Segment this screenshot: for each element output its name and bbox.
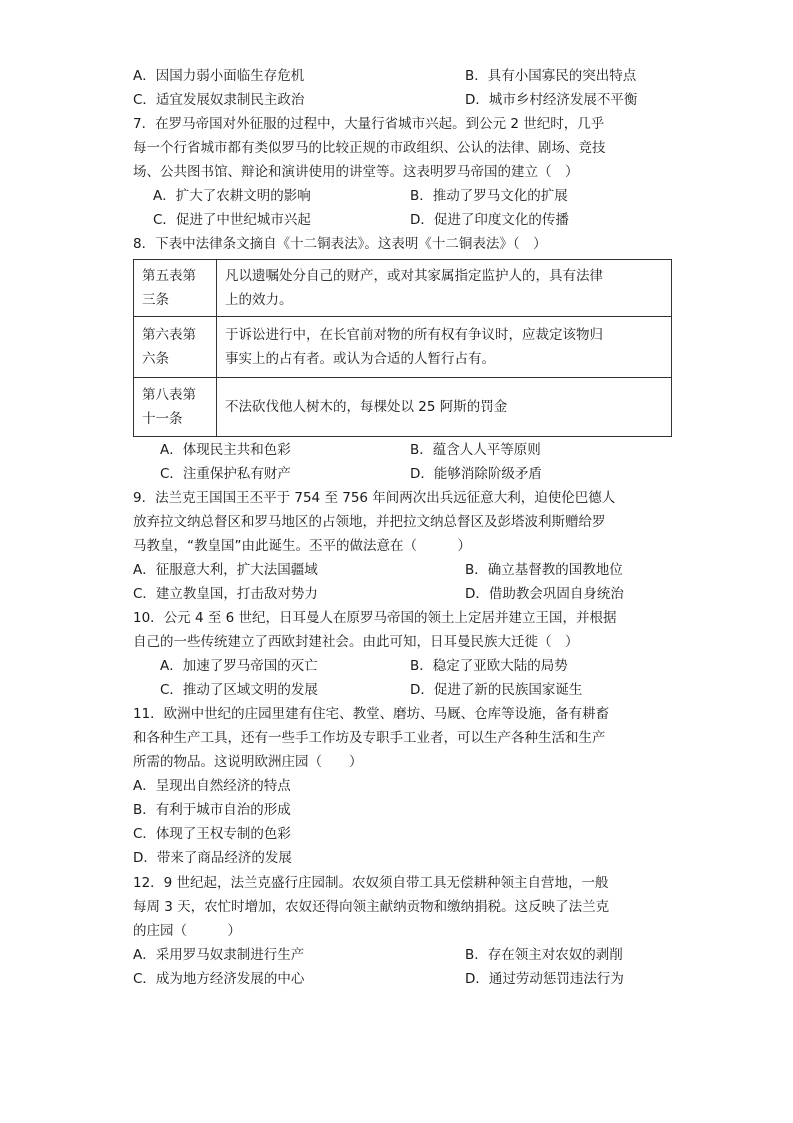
q6-option-d: D．城市乡村经济发展不平衡: [465, 92, 638, 108]
q9-stem-line-2: 放弃拉文纳总督区和罗马地区的占领地，并把拉文纳总督区及彭塔波利斯赠给罗: [133, 514, 606, 530]
q11-stem-line-3: 所需的物品。这说明欧洲庄园（ ）: [133, 754, 363, 770]
q10-option-d: D．促进了新的民族国家诞生: [410, 682, 583, 698]
q12-option-d: D．通过劳动惩罚违法行为: [465, 971, 624, 987]
q11-option-a: A．呈现出自然经济的特点: [133, 778, 291, 794]
law-table: [133, 259, 672, 437]
q7-stem-line-1: 7．在罗马帝国对外征服的过程中，大量行省城市兴起。到公元 2 世纪时，几乎: [133, 116, 605, 132]
q10-stem-line-2: 自己的一些传统建立了西欧封建社会。由此可知，日耳曼民族大迁徙（ ）: [133, 634, 579, 650]
q11-stem-line-2: 和各种生产工具，还有一些手工作坊及专职手工业者，可以生产各种生活和生产: [133, 730, 606, 746]
table-row: [134, 260, 672, 317]
q9-stem-line-1: 9．法兰克王国国王丕平于 754 至 756 年间两次出兵远征意大利，迫使伦巴德人: [133, 490, 616, 506]
q8-option-b: B．蕴含人人平等原则: [410, 442, 541, 458]
q8-option-a: A．体现民主共和色彩: [160, 442, 291, 458]
q10-option-b: B．稳定了亚欧大陆的局势: [410, 658, 568, 674]
q8-option-d: D．能够消除阶级矛盾: [410, 466, 542, 482]
q11-option-c: C．体现了王权专制的色彩: [133, 826, 291, 842]
q9-option-d: D．借助教会巩固自身统治: [465, 586, 624, 602]
q12-option-c: C．成为地方经济发展的中心: [133, 971, 305, 987]
table-row-key: 第五表第 三条: [134, 260, 217, 317]
q12-option-b: B．存在领主对农奴的剥削: [465, 947, 623, 963]
q7-option-d: D．促进了印度文化的传播: [410, 212, 569, 228]
table-row-value: 于诉讼进行中，在长官前对物的所有权有争议时，应裁定该物归 事实上的占有者。或认为合适的人暂行占有。: [217, 317, 672, 378]
q10-option-c: C．推动了区域文明的发展: [160, 682, 318, 698]
q7-stem-line-2: 每一个行省城市都有类似罗马的比较正规的市政组织、公认的法律、剧场、竞技: [133, 140, 606, 156]
q8-stem: 8．下表中法律条文摘自《十二铜表法》。这表明《十二铜表法》（ ）: [133, 236, 547, 252]
q7-option-c: C．促进了中世纪城市兴起: [153, 212, 311, 228]
q10-stem-line-1: 10．公元 4 至 6 世纪，日耳曼人在原罗马帝国的领土上定居并建立王国，并根据: [133, 610, 617, 626]
table-row-value: 凡以遗嘱处分自己的财产，或对其家属指定监护人的，具有法律 上的效力。: [217, 260, 672, 317]
q7-option-b: B．推动了罗马文化的扩展: [410, 188, 568, 204]
q12-stem-line-3: 的庄园（ ）: [133, 923, 241, 939]
q9-option-a: A．征服意大利，扩大法国疆域: [133, 562, 318, 578]
q6-option-b: B．具有小国寡民的突出特点: [465, 68, 637, 84]
table-row-key: 第六表第 六条: [134, 317, 217, 378]
q9-option-b: B．确立基督教的国教地位: [465, 562, 623, 578]
q8-option-c: C．注重保护私有财产: [160, 466, 291, 482]
q10-option-a: A．加速了罗马帝国的灭亡: [160, 658, 318, 674]
q12-option-a: A．采用罗马奴隶制进行生产: [133, 947, 305, 963]
table-row-key: 第八表第 十一条: [134, 378, 217, 437]
q6-option-a: A．因国力弱小面临生存危机: [133, 68, 305, 84]
q9-stem-line-3: 马教皇，“教皇国”由此诞生。丕平的做法意在（ ）: [133, 538, 471, 554]
q11-option-d: D．带来了商品经济的发展: [133, 850, 292, 866]
q6-option-c: C．适宜发展奴隶制民主政治: [133, 92, 305, 108]
q11-stem-line-1: 11．欧洲中世纪的庄园里建有住宅、教堂、磨坊、马厩、仓库等设施，备有耕畜: [133, 706, 610, 722]
q7-option-a: A．扩大了农耕文明的影响: [153, 188, 311, 204]
q7-stem-line-3: 场、公共图书馆、辩论和演讲使用的讲堂等。这表明罗马帝国的建立（ ）: [133, 164, 579, 180]
table-row: [134, 317, 672, 378]
q12-stem-line-1: 12．9 世纪起，法兰克盛行庄园制。农奴须自带工具无偿耕种领主自营地，一般: [133, 875, 609, 891]
table-row: [134, 378, 672, 437]
table-row-value: 不法砍伐他人树木的，每棵处以 25 阿斯的罚金: [217, 378, 672, 437]
q11-option-b: B．有利于城市自治的形成: [133, 802, 291, 818]
q12-stem-line-2: 每周 3 天，农忙时增加，农奴还得向领主献纳贡物和缴纳捐税。这反映了法兰克: [133, 899, 610, 915]
q9-option-c: C．建立教皇国，打击敌对势力: [133, 586, 318, 602]
